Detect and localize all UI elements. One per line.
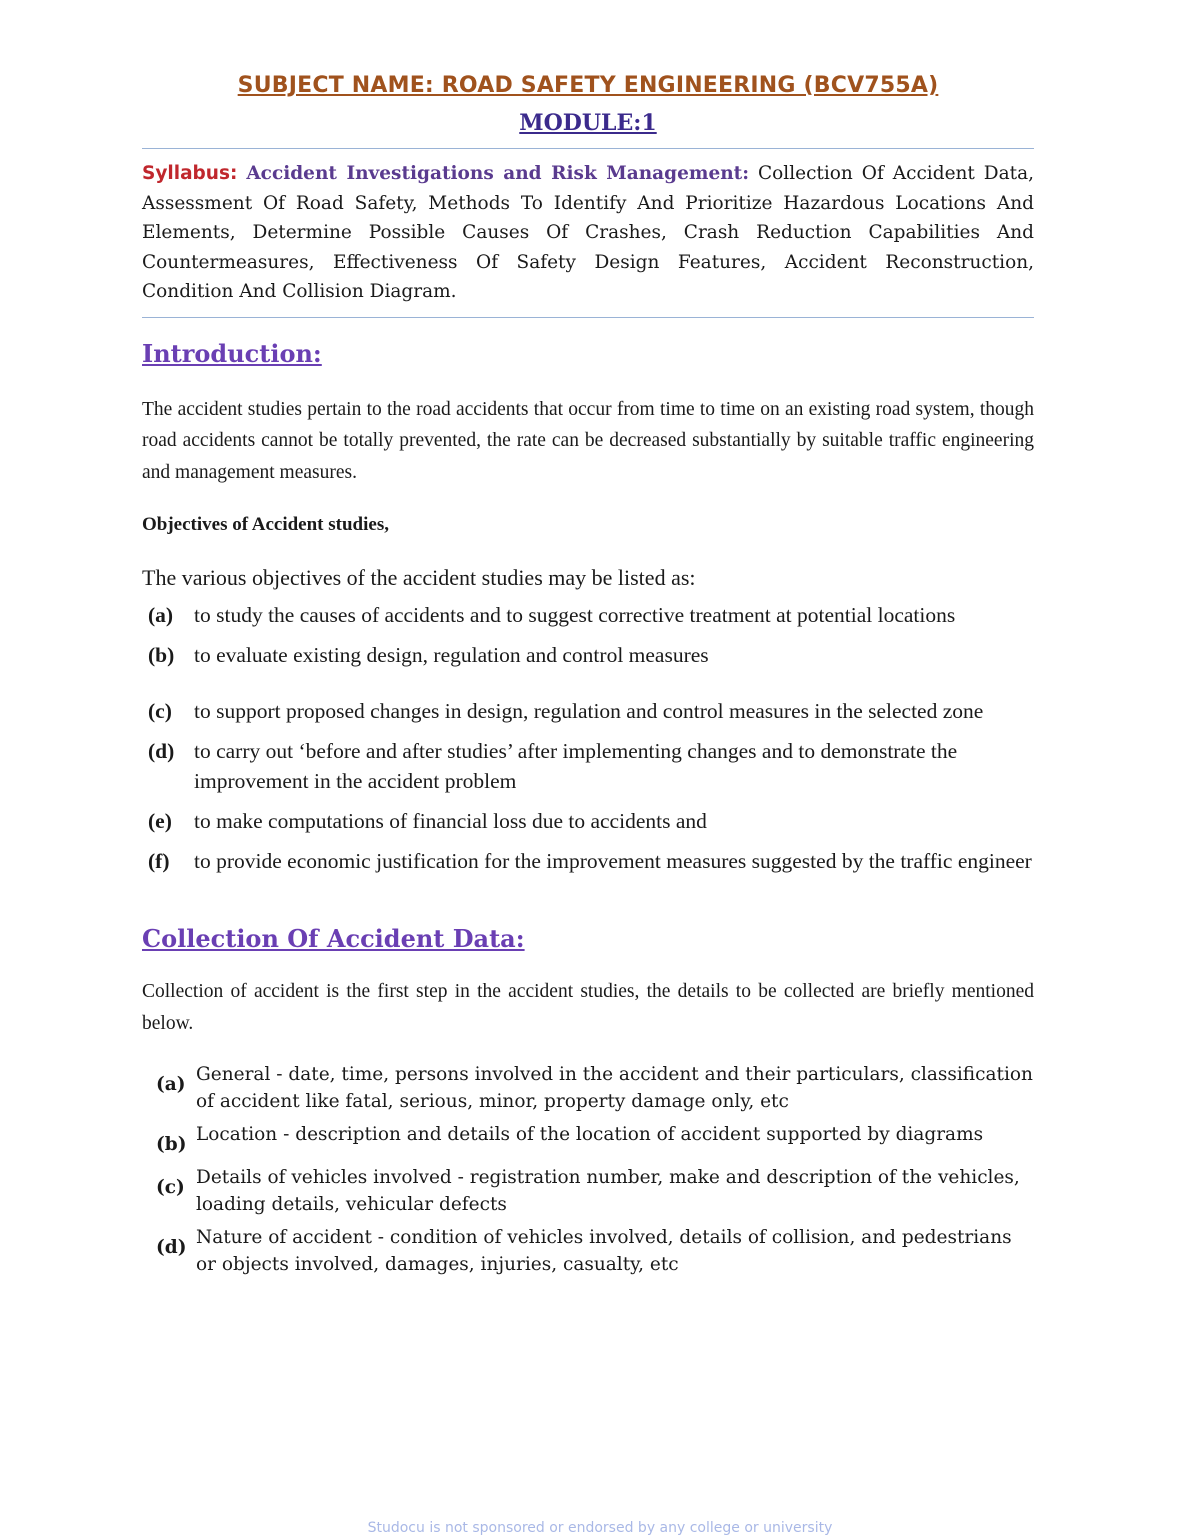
collection-text: Details of vehicles involved - registration number, make and description of the vehicles, loading details, vehicular defects bbox=[196, 1167, 1020, 1216]
objective-item bbox=[142, 736, 1034, 796]
objective-text: to support proposed changes in design, regulation and control measures in the selected zone bbox=[194, 699, 984, 724]
objective-item bbox=[142, 696, 1034, 726]
collection-text: Location - description and details of the location of accident supported by diagrams bbox=[196, 1124, 984, 1146]
footer-watermark: Studocu is not sponsored or endorsed by any college or university bbox=[367, 1520, 833, 1536]
collection-marker: (c) bbox=[156, 1177, 185, 1199]
objective-marker: (d) bbox=[148, 739, 175, 764]
objective-item bbox=[142, 846, 1034, 876]
objective-marker: (a) bbox=[148, 603, 174, 628]
collection-marker: (d) bbox=[156, 1237, 187, 1259]
objective-text: to make computations of financial loss due to accidents and bbox=[194, 809, 707, 834]
objective-item bbox=[142, 806, 1034, 836]
collection-item bbox=[142, 1164, 1034, 1218]
introduction-heading: Introduction: bbox=[142, 338, 322, 368]
objectives-list bbox=[142, 600, 1034, 876]
syllabus-text: Collection Of Accident Data, Assessment Of Road Safety, Methods To Identify And Prioritize Hazardous Locations And Elements, Determine Possible Causes Of Crashes, Crash Reduction Capabilities And Countermeasures, Effectiveness Of Safety Design Features, Accident Reconstruction, Condition And Collision Diagram. bbox=[142, 163, 1035, 303]
objective-item bbox=[142, 640, 1034, 670]
objective-text: to study the causes of accidents and to suggest corrective treatment at potential locations bbox=[194, 603, 956, 628]
objective-marker: (e) bbox=[148, 809, 172, 834]
objective-marker: (b) bbox=[148, 643, 175, 668]
objective-marker: (c) bbox=[148, 699, 172, 724]
collection-marker: (a) bbox=[156, 1074, 186, 1096]
collection-list bbox=[142, 1061, 1034, 1278]
collection-marker: (b) bbox=[156, 1134, 187, 1156]
objectives-heading: Objectives of Accident studies, bbox=[142, 514, 389, 536]
collection-item bbox=[142, 1061, 1034, 1115]
syllabus-label: Syllabus: bbox=[142, 163, 238, 184]
objective-marker: (f) bbox=[148, 849, 170, 874]
subject-title: SUBJECT NAME: ROAD SAFETY ENGINEERING (BCV755A) bbox=[237, 73, 939, 98]
objective-text: to carry out ‘before and after studies’ after implementing changes and to demonstrate the improvement in the accident problem bbox=[194, 739, 958, 794]
objective-item bbox=[142, 600, 1034, 630]
collection-item bbox=[142, 1121, 1034, 1158]
collection-paragraph: Collection of accident is the first step in the accident studies, the details to be collected are briefly mentioned below. bbox=[142, 981, 1034, 1034]
collection-text: General - date, time, persons involved in the accident and their particulars, classification of accident like fatal, serious, minor, property damage only, etc bbox=[196, 1064, 1033, 1113]
syllabus-block bbox=[142, 159, 1034, 307]
collection-text: Nature of accident - condition of vehicles involved, details of collision, and pedestrians or objects involved, damages, injuries, casualty, etc bbox=[196, 1227, 1012, 1276]
introduction-paragraph: The accident studies pertain to the road accidents that occur from time to time on an existing road system, though road accidents cannot be totally prevented, the rate can be decreased substantially by suitable traffic engineering and management measures. bbox=[142, 398, 1034, 483]
collection-item bbox=[142, 1224, 1034, 1278]
collection-heading: Collection Of Accident Data: bbox=[142, 924, 525, 954]
module-title: MODULE:1 bbox=[519, 110, 657, 136]
objective-text: to provide economic justification for the improvement measures suggested by the traffic engineer bbox=[194, 849, 1032, 874]
objective-text: to evaluate existing design, regulation and control measures bbox=[194, 643, 709, 668]
syllabus-divider bbox=[142, 317, 1034, 318]
document-page bbox=[142, 70, 1034, 1278]
syllabus-heading: Accident Investigations and Risk Management: bbox=[246, 163, 750, 184]
objectives-intro: The various objectives of the accident studies may be listed as: bbox=[142, 565, 696, 591]
top-divider bbox=[142, 148, 1034, 149]
